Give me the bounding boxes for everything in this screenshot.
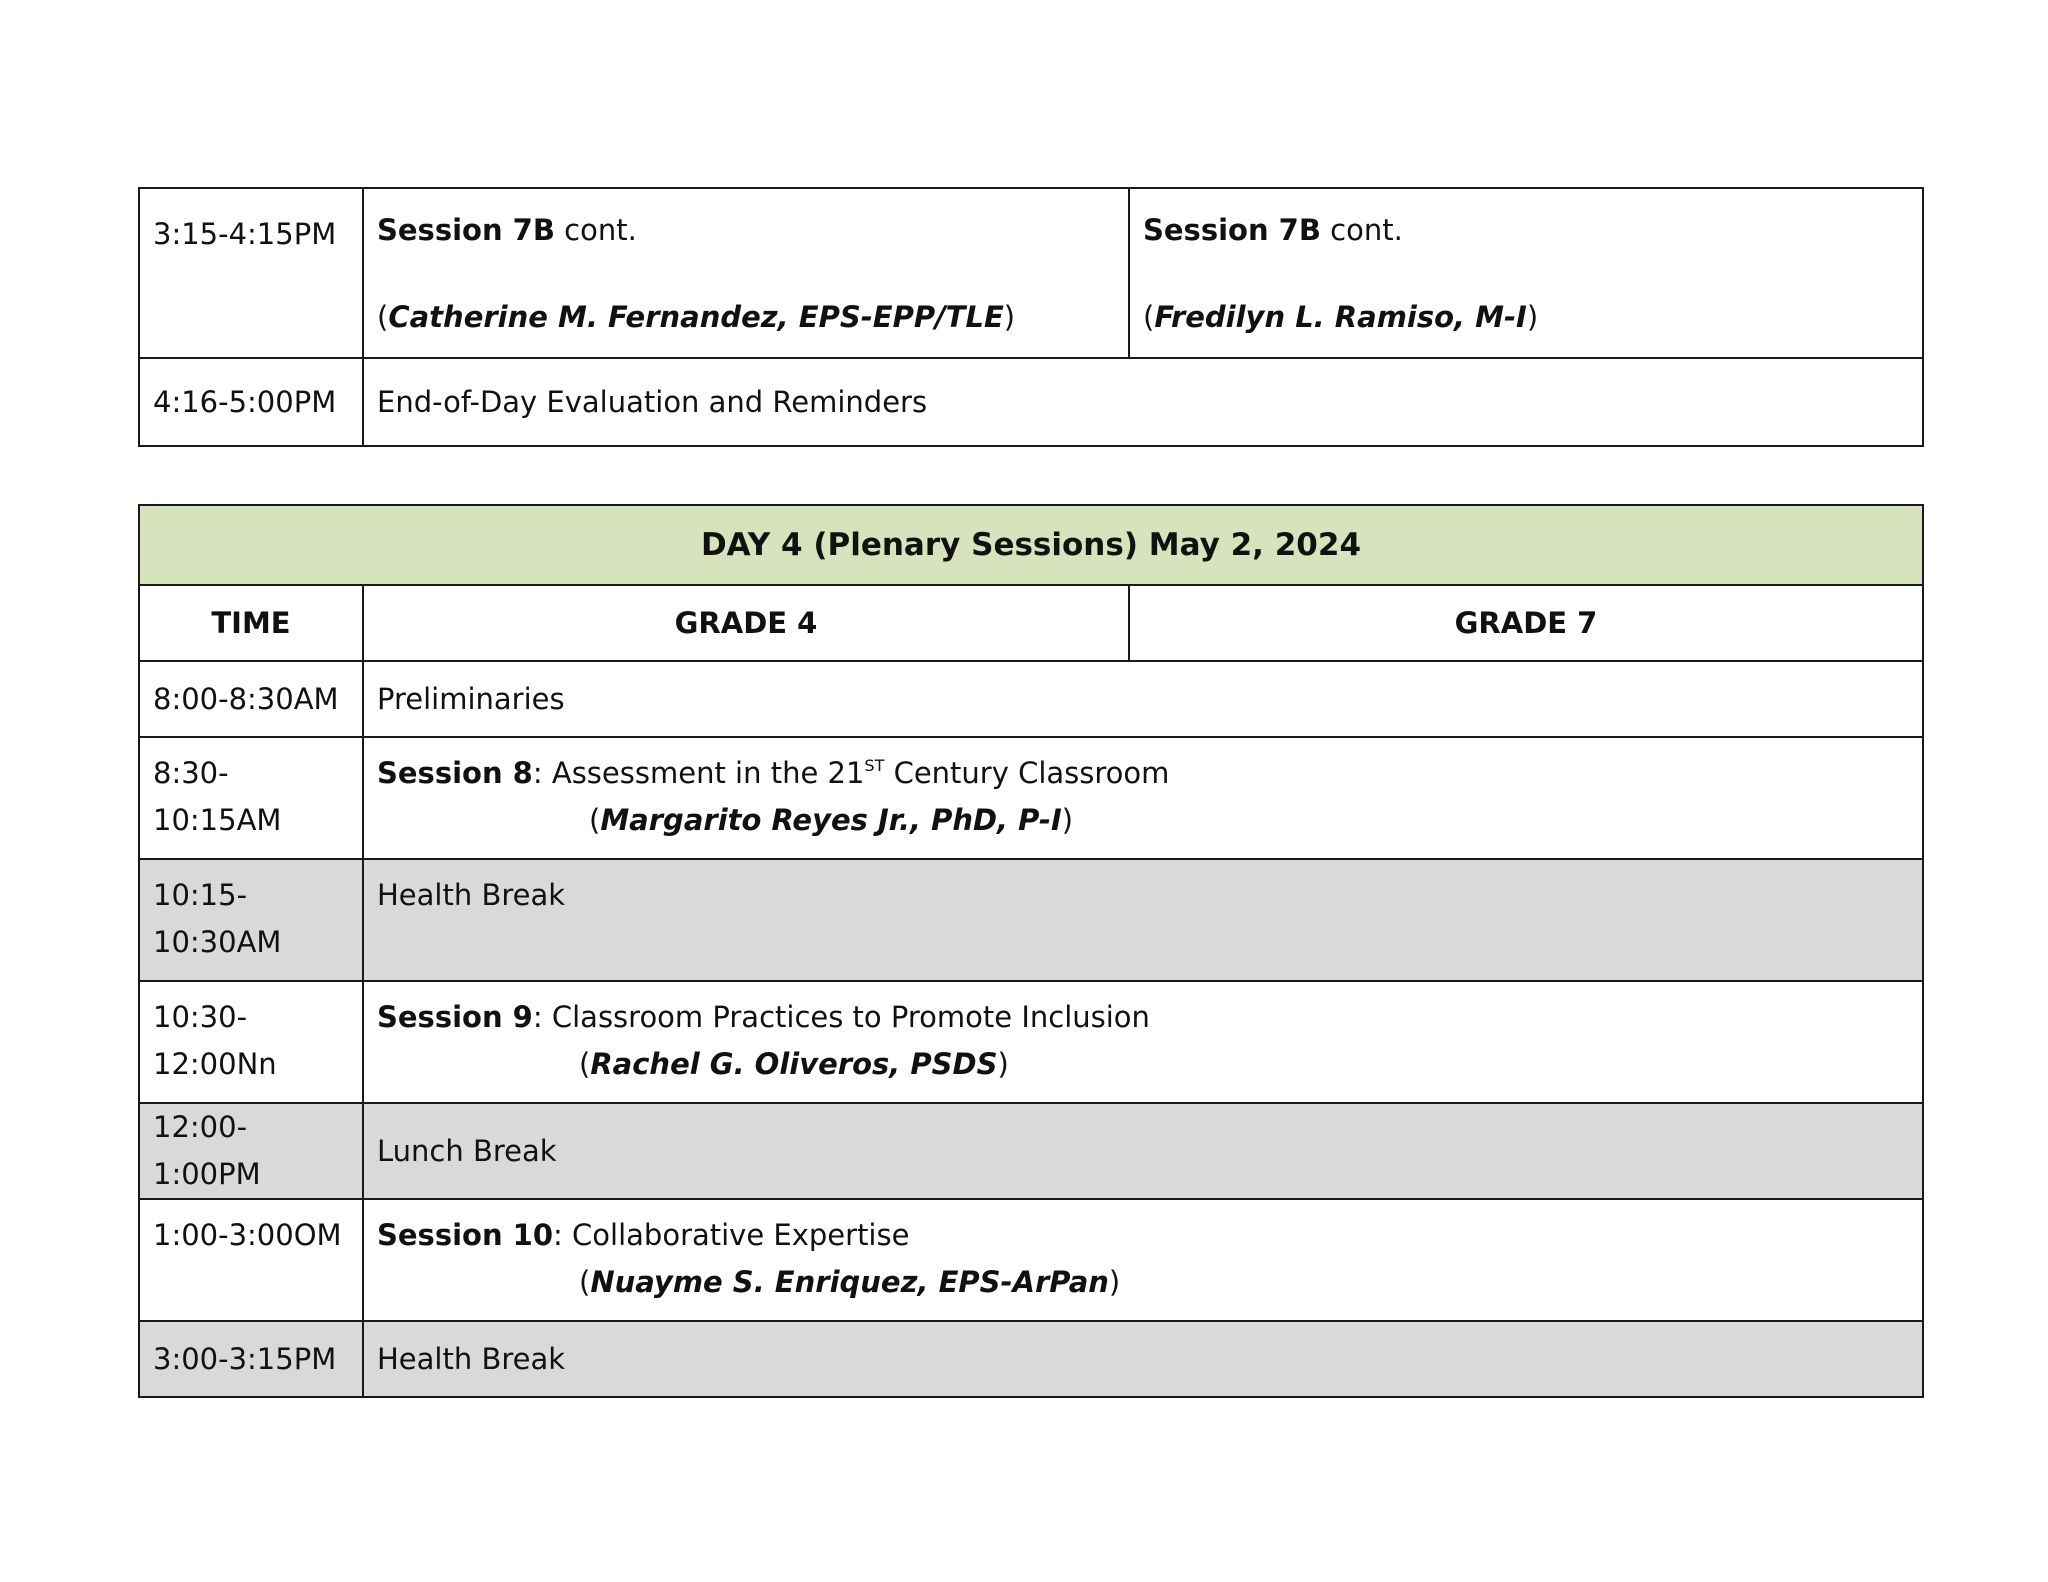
paren-close: ) (997, 1047, 1009, 1081)
ordinal-suffix: ST (864, 756, 885, 775)
activity-cell (363, 358, 1923, 446)
session-title-line (377, 1212, 1909, 1259)
session-title: : Assessment in the 21 (532, 756, 865, 790)
activity-cell (363, 1321, 1923, 1397)
day-header-row (139, 505, 1923, 585)
paren-close: ) (1061, 803, 1074, 837)
presenter-name: Catherine M. Fernandez, EPS-EPP/TLE (388, 300, 1004, 334)
session-cell (363, 737, 1923, 859)
table-row (139, 1321, 1923, 1397)
table-row (139, 859, 1923, 981)
session-title: : Collaborative Expertise (553, 1218, 910, 1252)
presenter-line (377, 797, 1909, 844)
table-row (139, 661, 1923, 737)
day4-schedule-table (138, 504, 1924, 1398)
activity-cell (363, 859, 1923, 981)
presenter-line (377, 1041, 1909, 1088)
session-title-line (377, 750, 1909, 797)
time-line: 12:00Nn (153, 1047, 277, 1081)
table-row (139, 737, 1923, 859)
time-text: 4:16-5:00PM (153, 384, 337, 419)
activity-text: Health Break (377, 1341, 566, 1376)
grade7-session-cell (1129, 188, 1923, 358)
time-text: 3:15-4:15PM (153, 217, 337, 251)
activity-text: End-of-Day Evaluation and Reminders (377, 384, 928, 419)
header-grade4: GRADE 4 (363, 585, 1129, 661)
paren-open: ( (589, 803, 601, 837)
day-title: DAY 4 (Plenary Sessions) May 2, 2024 (139, 505, 1923, 585)
time-line: 10:30- (153, 1000, 248, 1034)
time-text: 1:00-3:00OM (153, 1218, 342, 1252)
presenter-name: Rachel G. Oliveros, PSDS (590, 1047, 998, 1081)
paren-open: ( (579, 1047, 591, 1081)
spacer (1143, 254, 1909, 294)
time-cell (139, 358, 363, 446)
session-title-line (377, 994, 1909, 1041)
paren-open: ( (377, 300, 389, 334)
activity-text: Health Break (377, 878, 566, 912)
presenter-name: Fredilyn L. Ramiso, M-I (1154, 300, 1527, 334)
time-cell (139, 981, 363, 1103)
session-label: Session 10 (377, 1218, 554, 1252)
session-title-rest: Century Classroom (884, 756, 1170, 790)
activity-cell (363, 1103, 1923, 1199)
table-row (139, 1103, 1923, 1199)
presenter-line (1143, 294, 1909, 341)
time-cell (139, 737, 363, 859)
presenter-line (377, 1259, 1909, 1306)
activity-text: Preliminaries (377, 681, 565, 716)
day3-continuation-table (138, 187, 1924, 447)
paren-open: ( (1143, 300, 1155, 334)
time-text: 3:00-3:15PM (153, 1341, 337, 1376)
time-cell (139, 1199, 363, 1321)
presenter-name: Margarito Reyes Jr., PhD, P-I (600, 803, 1062, 837)
grade4-session-cell (363, 188, 1129, 358)
activity-cell (363, 661, 1923, 737)
session-label: Session 9 (377, 1000, 533, 1034)
paren-open: ( (579, 1265, 591, 1299)
session-suffix: cont. (1320, 213, 1403, 247)
paren-close: ) (1003, 300, 1016, 334)
time-cell (139, 188, 363, 358)
presenter-name: Nuayme S. Enriquez, EPS-ArPan (590, 1265, 1109, 1299)
table-row (139, 981, 1923, 1103)
paren-close: ) (1108, 1265, 1121, 1299)
time-cell (139, 1103, 363, 1199)
time-cell (139, 859, 363, 981)
session-suffix: cont. (554, 213, 637, 247)
time-text: 8:30-10:15AM (153, 756, 282, 837)
time-line: 10:15- (153, 878, 248, 912)
time-line: 10:30AM (153, 925, 282, 959)
session-label: Session 8 (377, 756, 533, 790)
session-cell (363, 1199, 1923, 1321)
time-cell (139, 1321, 363, 1397)
column-headers-row (139, 585, 1923, 661)
table-row (139, 188, 1923, 358)
spacer (377, 254, 1115, 294)
time-text: 8:00-8:30AM (153, 681, 339, 716)
activity-text: Lunch Break (377, 1133, 557, 1168)
time-cell (139, 661, 363, 737)
time-text: 12:00-1:00PM (153, 1110, 261, 1191)
table-row (139, 1199, 1923, 1321)
header-time: TIME (139, 585, 363, 661)
table-row (139, 358, 1923, 446)
paren-close: ) (1526, 300, 1539, 334)
session-label: Session 7B (377, 213, 555, 247)
header-grade7: GRADE 7 (1129, 585, 1923, 661)
session-label: Session 7B (1143, 213, 1321, 247)
presenter-line (377, 294, 1115, 341)
session-title: : Classroom Practices to Promote Inclusion (532, 1000, 1150, 1034)
session-cell (363, 981, 1923, 1103)
